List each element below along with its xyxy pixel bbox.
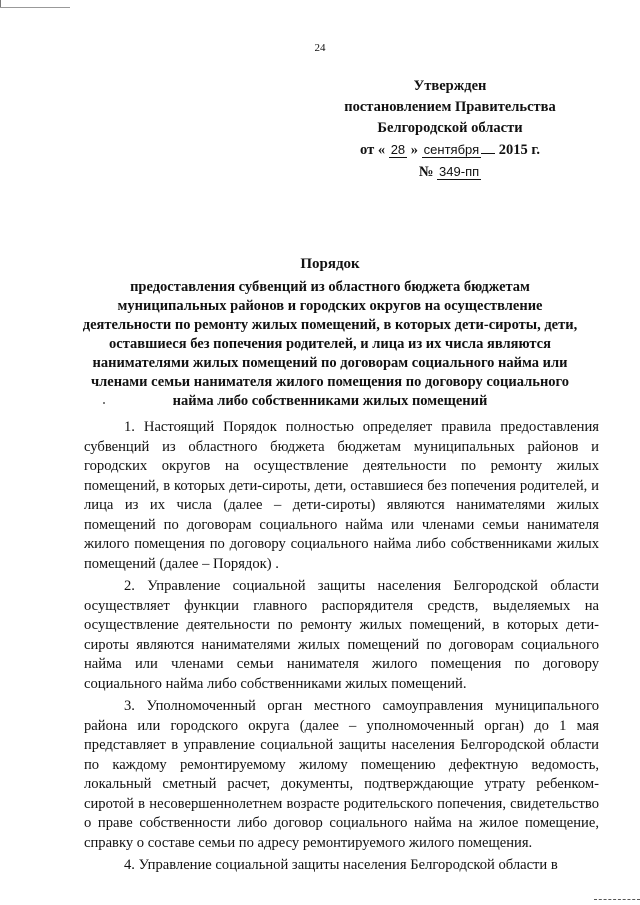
date-separator: » [410, 142, 419, 158]
approval-line-approved: Утвержден [413, 78, 487, 94]
paragraph-2: 2. Управление социальной защиты населения Белгородской области осуществляет функции главного распорядителя средств, выделяемых на осуществление деятельности по ремонту жилых помещений, в которых дети-сироты являются нанимателями жилых помещений по договорам социального найма или членами семьи нанимателя жилого помещения по договору социального найма либо собственниками жилых помещений. [84, 578, 599, 692]
scan-speck [103, 402, 105, 404]
approval-line-region: Белгородской области [377, 120, 523, 136]
document-heading [80, 255, 580, 411]
paragraph-4: 4. Управление социальной защиты населения Белгородской области в [124, 857, 558, 873]
approval-stamp-block [300, 76, 600, 183]
document-body [84, 418, 599, 878]
page-number: 24 [314, 42, 326, 54]
approval-line-resolution: постановлением Правительства [344, 99, 556, 115]
scan-edge-line [0, 7, 70, 8]
paragraph-1: 1. Настоящий Порядок полностью определяет правила предоставления субвенций из областного бюджета бюджетам муниципальных районов и городских округов на осуществление деятельности по ремонту жилых помещений, в которых дети-сироты, дети, оставшиеся без попечения родителей, и лица из их числа (далее – дети-сироты) являются нанимателями жилых помещений по договорам социального найма или членами семьи нанимателя жилого помещения по договору социального найма либо собственниками жилых помещений (далее – Порядок) . [84, 419, 599, 572]
number-prefix: № [418, 164, 434, 180]
document-title: Порядок [300, 256, 360, 272]
date-month: сентября [423, 142, 480, 157]
date-underline [481, 141, 495, 154]
date-year: 2015 г. [498, 142, 540, 158]
date-prefix: от « [360, 142, 386, 158]
approval-number-line [300, 161, 600, 183]
paragraph-3: 3. Уполномоченный орган местного самоуправления муниципального района или городского округа (далее – уполномоченный орган) до 1 мая представляет в управление социальной защиты населения Белгородской области по каждому ремонтируемому жилому помещению дефектную ведомость, локальный сметный расчет, документы, подтверждающие утрату ребенком-сиротой в несовершеннолетнем возрасте родительского попечения, свидетельство о праве собственности либо договор социального найма на жилое помещение, справку о составе семьи по адресу ремонтируемого жилого помещения. [84, 698, 599, 851]
approval-date-line [300, 139, 600, 161]
resolution-number: 349-пп [439, 164, 480, 179]
scan-bottom-mark [594, 899, 640, 905]
date-day: 28 [390, 142, 406, 157]
document-subtitle: предоставления субвенций из областного бюджета бюджетам муниципальных районов и городских округов на осуществление деятельности по ремонту жилых помещений, в которых дети-сироты, дети, оставшиеся без попечения родителей, и лица из их числа являются нанимателями жилых помещений по договорам социального найма или членами семьи нанимателя жилого помещения по договору социального найма либо собственниками жилых помещений [82, 279, 578, 409]
